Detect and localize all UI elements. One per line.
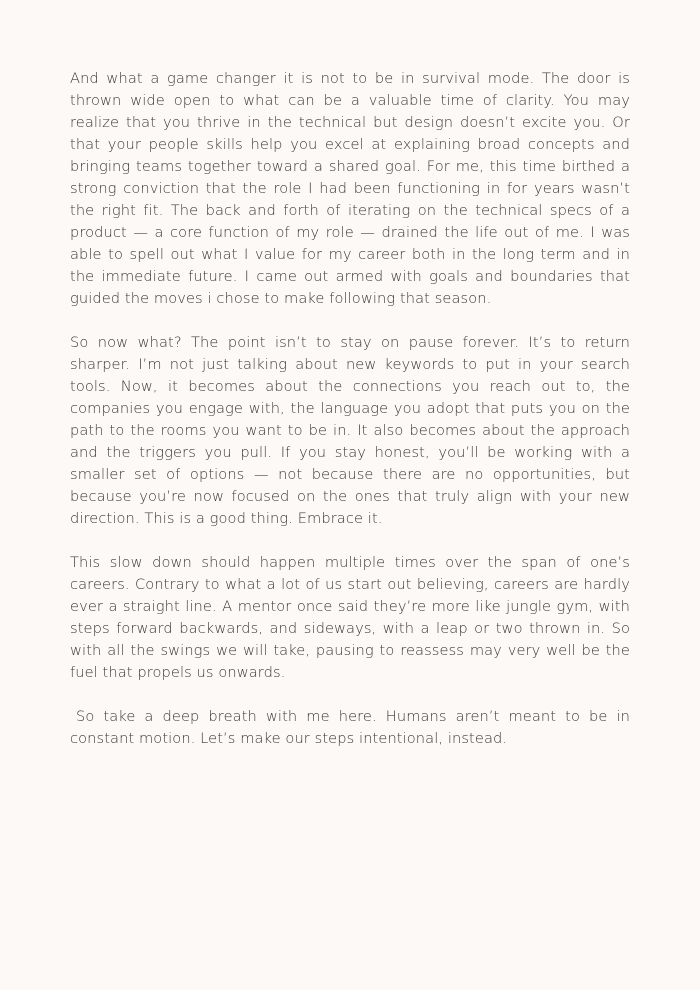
document-body <box>70 68 630 772</box>
paragraph-2: So now what? The point isn’t to stay on pause forever. It’s to return sharper. I’m not just talking about new keywords to put in your search tools. Now, it becomes about the connections you reach out to, the companies you engage with, the language you adopt that puts you on the path to the rooms you want to be in. It also becomes about the approach and the triggers you pull. If you stay honest, you’ll be working with a smaller set of options — not because there are no opportunities, but because you’re now focused on the ones that truly align with your new direction. This is a good thing. Embrace it. <box>70 334 630 527</box>
paragraph-1: And what a game changer it is not to be in survival mode. The door is thrown wide open to what can be a valuable time of clarity. You may realize that you thrive in the technical but design doesn’t excite you. Or that your people skills help you excel at explaining broad concepts and bringing teams together toward a shared goal. For me, this time birthed a strong conviction that the role I had been functioning in for years wasn’t the right fit. The back and forth of iterating on the technical specs of a product — a core function of my role — drained the life out of me. I was able to spell out what I value for my career both in the long term and in the immediate future. I came out armed with goals and boundaries that guided the moves i chose to make following that season. <box>70 70 630 307</box>
paragraph-3: This slow down should happen multiple times over the span of one’s careers. Contrary to what a lot of us start out believing, careers are hardly ever a straight line. A mentor once said they’re more like jungle gym, with steps forward backwards, and sideways, with a leap or two thrown in. So with all the swings we will take, pausing to reassess may very well be the fuel that propels us onwards. <box>70 554 630 681</box>
paragraph-4: So take a deep breath with me here. Humans aren’t meant to be in constant motion. Let’s make our steps intentional, instead. <box>70 708 630 747</box>
